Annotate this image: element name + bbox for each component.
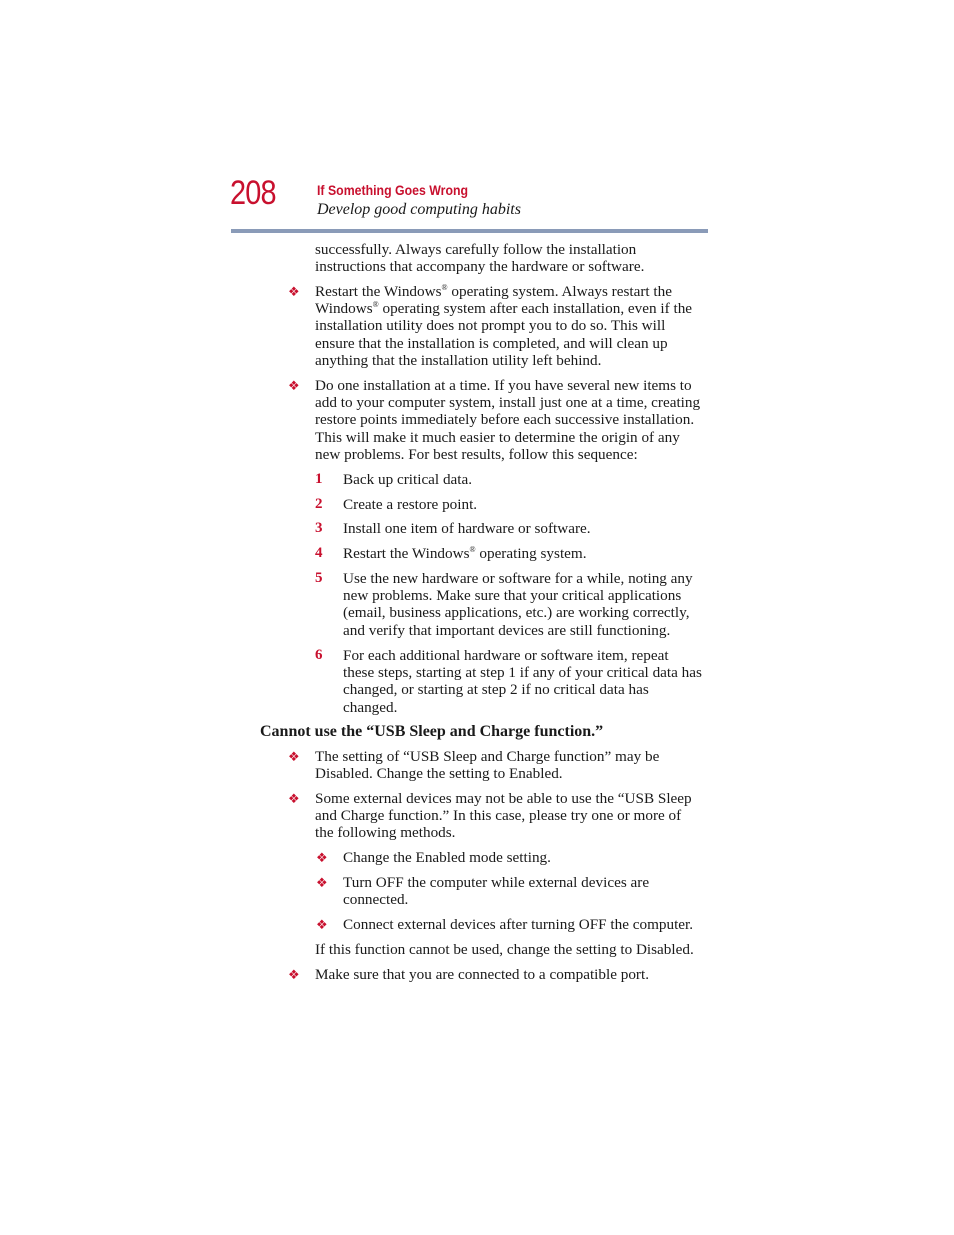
text-span: Restart the Windows — [315, 283, 442, 300]
registered-mark: ® — [441, 282, 448, 292]
header-rule — [231, 229, 708, 233]
bullet-one-installation — [315, 377, 710, 463]
text-line — [315, 283, 710, 300]
sub-bullet-item — [343, 849, 713, 866]
bullet-icon: ❖ — [316, 918, 328, 933]
text-line: Use the new hardware or software for a while, noting any — [343, 570, 693, 587]
text-line: ensure that the installation is completed, and will clean up — [315, 334, 668, 352]
section-title: Develop good computing habits — [317, 201, 521, 218]
text-line: Turn OFF the computer while external devices are — [343, 874, 650, 891]
step-number: 3 — [315, 520, 323, 536]
text-line: and verify that important devices are still functioning. — [343, 621, 671, 639]
bullet-compatible-port — [315, 966, 710, 983]
text-line: Change the Enabled mode setting. — [343, 849, 551, 866]
sub-bullet-item — [343, 874, 713, 908]
text-line — [315, 300, 710, 317]
step-number: 4 — [315, 545, 323, 561]
text-line: Create a restore point. — [343, 496, 478, 513]
text-line: Back up critical data. — [343, 471, 473, 488]
bullet-usb-external — [315, 790, 710, 842]
step-item — [343, 570, 713, 639]
text-line: If this function cannot be used, change the setting to Disabled. — [315, 941, 694, 958]
text-line: restore points immediately before each successive installation. — [315, 411, 695, 429]
text-line: The setting of “USB Sleep and Charge function” may be — [315, 748, 660, 765]
text-line: new problems. Make sure that your critical applications — [343, 587, 682, 605]
text-line: For each additional hardware or software item, repeat — [343, 647, 669, 664]
text-line: add to your computer system, install just one at a time, creating — [315, 394, 701, 412]
text-line: successfully. Always carefully follow the installation — [315, 241, 637, 258]
text-line: Install one item of hardware or software. — [343, 520, 591, 537]
step-item — [343, 520, 713, 537]
text-line: This will make it much easier to determine the origin of any — [315, 428, 680, 446]
step-item — [343, 545, 713, 562]
bullet-icon: ❖ — [316, 876, 328, 891]
text-line: Do one installation at a time. If you have several new items to — [315, 377, 692, 394]
text-span: operating system. Always restart the — [447, 283, 672, 300]
text-line: anything that the installation utility left behind. — [315, 351, 602, 369]
registered-mark: ® — [372, 300, 379, 310]
bullet-restart-windows — [315, 283, 710, 369]
text-line: (email, business applications, etc.) are working correctly, — [343, 604, 690, 622]
page-number: 208 — [230, 174, 276, 212]
sub-bullet-item — [343, 916, 713, 933]
text-span: operating system after each installation, even if the — [378, 300, 693, 318]
bullet-icon: ❖ — [288, 792, 300, 807]
step-number: 2 — [315, 496, 323, 512]
text-span: Restart the Windows — [343, 545, 470, 562]
text-line — [343, 545, 713, 562]
bullet-usb-setting — [315, 748, 710, 782]
bullet-icon: ❖ — [288, 968, 300, 983]
step-number: 6 — [315, 647, 323, 663]
usb-sleep-heading: Cannot use the “USB Sleep and Charge function.” — [260, 723, 604, 740]
chapter-title: If Something Goes Wrong — [317, 182, 469, 198]
text-line: these steps, starting at step 1 if any of your critical data has — [343, 664, 702, 682]
bullet-icon: ❖ — [288, 379, 300, 394]
step-item — [343, 496, 713, 513]
usb-note — [315, 941, 710, 958]
text-line: changed. — [343, 698, 398, 716]
step-number: 5 — [315, 570, 323, 586]
bullet-icon: ❖ — [288, 285, 300, 300]
text-span: operating system. — [475, 545, 587, 562]
text-line: Connect external devices after turning OFF the computer. — [343, 916, 694, 933]
text-line: changed, or starting at step 2 if no critical data has — [343, 681, 649, 699]
text-span: Windows — [315, 300, 373, 318]
registered-mark: ® — [469, 544, 476, 554]
text-line: new problems. For best results, follow this sequence: — [315, 445, 638, 463]
text-line: Disabled. Change the setting to Enabled. — [315, 765, 563, 783]
intro-paragraph — [315, 241, 710, 275]
text-line: Make sure that you are connected to a compatible port. — [315, 966, 649, 983]
text-line: installation utility does not prompt you to do so. This will — [315, 317, 666, 335]
text-line: the following methods. — [315, 824, 456, 842]
text-line: Some external devices may not be able to use the “USB Sleep — [315, 790, 692, 807]
step-item — [343, 647, 713, 716]
text-line: connected. — [343, 891, 409, 909]
bullet-icon: ❖ — [288, 750, 300, 765]
text-line: instructions that accompany the hardware or software. — [315, 258, 645, 276]
step-item — [343, 471, 713, 488]
step-number: 1 — [315, 471, 323, 487]
text-line: and Charge function.” In this case, please try one or more of — [315, 807, 682, 825]
bullet-icon: ❖ — [316, 851, 328, 866]
